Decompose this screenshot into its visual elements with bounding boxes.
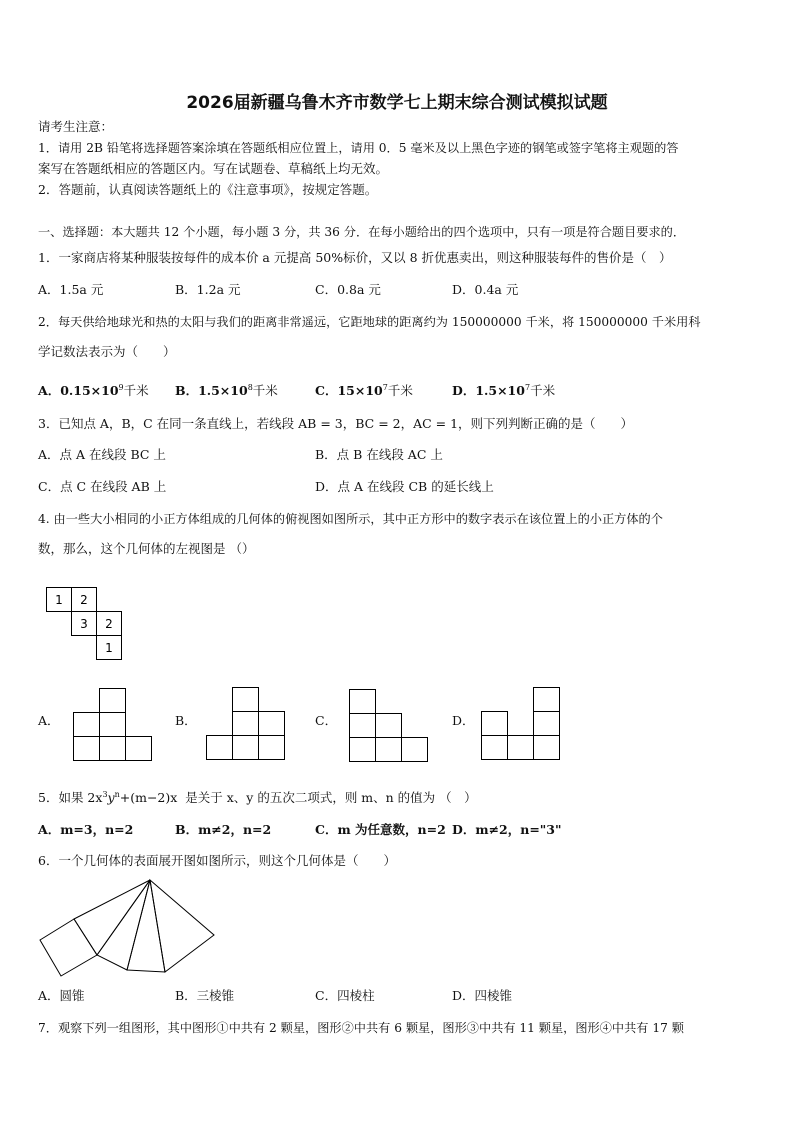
pyramid-net-figure [38, 878, 218, 978]
question-3-option-c[interactable]: C．点 C 在线段 AB 上 [38, 479, 167, 494]
question-3-option-a[interactable]: A．点 A 在线段 BC 上 [38, 447, 166, 462]
figure-cell [74, 737, 100, 761]
question-1-option-a[interactable]: A．1.5a 元 [38, 282, 104, 297]
figure-cell [207, 736, 233, 760]
question-2-stem-line-1: 2．每天供给地球光和热的太阳与我们的距离非常遥远，它距地球的距离约为 150000000 千米，将 150000000 千米用科 [38, 315, 701, 329]
figure-cell [534, 712, 560, 736]
figure-cell [100, 689, 126, 713]
option-d-unit: 千米 [530, 383, 556, 399]
question-2-option-c[interactable] [315, 380, 413, 399]
figure-cell [350, 714, 376, 738]
question-6-option-b[interactable]: B．三棱锥 [175, 988, 235, 1003]
option-c-exponent: 7 [382, 383, 388, 392]
figure-cell [534, 736, 560, 760]
notice-item-1-line-2: 案写在答题纸相应的答题区内。写在试题卷、草稿纸上均无效。 [38, 161, 389, 176]
grid-number: 1 [105, 641, 113, 655]
question-4-option-c[interactable]: C． [315, 713, 338, 728]
question-1-option-b[interactable]: B．1.2a 元 [175, 282, 241, 297]
figure-cell [402, 738, 428, 762]
figure-cell [74, 713, 100, 737]
option-d-base: D．1.5×10 [452, 383, 525, 399]
question-4-option-b[interactable]: B． [175, 713, 197, 728]
question-4-stem-line-2: 数，那么，这个几何体的左视图是 （） [38, 541, 255, 556]
question-1-option-d[interactable]: D．0.4a 元 [452, 282, 519, 297]
question-3-option-d[interactable]: D．点 A 在线段 CB 的延长线上 [315, 479, 494, 494]
notice-item-1-line-1: 1．请用 2B 铅笔将选择题答案涂填在答题纸相应位置上，请用 0．5 毫米及以上黑色字迹的钢笔或签字笔将主观题的答 [38, 141, 679, 155]
question-4-option-a[interactable]: A． [38, 713, 60, 728]
option-a-unit: 千米 [123, 383, 149, 399]
figure-cell [350, 738, 376, 762]
option-c-figure [349, 689, 429, 764]
net-square-face [40, 919, 97, 976]
question-2-stem-line-2: 学记数法表示为（ ） [38, 344, 176, 359]
y-term: y [107, 790, 115, 806]
figure-cell [376, 714, 402, 738]
figure-cell [259, 736, 285, 760]
figure-cell [259, 712, 285, 736]
option-b-exponent: 8 [247, 383, 253, 392]
top-view-grid [46, 587, 126, 662]
figure-cell [482, 736, 508, 760]
question-5-option-c[interactable]: C．m 为任意数，n=2 [315, 822, 446, 837]
question-5-option-b[interactable]: B．m≠2，n=2 [175, 822, 272, 837]
net-triangle-face [74, 880, 150, 955]
option-c-base: C．15×10 [315, 383, 383, 399]
figure-cell [376, 738, 402, 762]
stem-prefix: 5．如果 2x [38, 790, 103, 806]
question-3-option-b[interactable]: B．点 B 在线段 AC 上 [315, 447, 443, 462]
grid-number: 2 [80, 593, 88, 607]
question-6-stem: 6．一个几何体的表面展开图如图所示，则这个几何体是（ ） [38, 853, 396, 868]
figure-cell [233, 688, 259, 712]
figure-cell [534, 688, 560, 712]
net-triangle-face [127, 880, 165, 972]
question-1-stem: 1．一家商店将某种服装按每件的成本价 a 元提高 50%标价，又以 8 折优惠卖出，则这种服装每件的售价是（ ） [38, 250, 672, 265]
section-heading: 一、选择题：本大题共 12 个小题，每小题 3 分，共 36 分．在每小题给出的四个选项中，只有一项是符合题目要求的． [38, 225, 686, 239]
figure-cell [233, 712, 259, 736]
figure-cell [126, 737, 152, 761]
grid-number: 1 [55, 593, 63, 607]
question-4-option-d[interactable]: D． [452, 713, 475, 728]
exponent-y: n [114, 790, 120, 799]
question-7-stem: 7．观察下列一组图形，其中图形①中共有 2 颗星，图形②中共有 6 颗星，图形③中共有 11 颗星，图形④中共有 17 颗 [38, 1021, 684, 1035]
question-4-stem-line-1: 4. 由一些大小相同的小正方体组成的几何体的俯视图如图所示，其中正方形中的数字表示在该位置上的小正方体的个 [38, 512, 663, 526]
question-5-option-d[interactable]: D．m≠2，n="3" [452, 822, 562, 837]
figure-cell [100, 737, 126, 761]
option-d-exponent: 7 [524, 383, 531, 392]
option-b-figure [206, 687, 286, 762]
page-title: 2026届新疆乌鲁木齐市数学七上期末综合测试模拟试题 [186, 93, 608, 113]
question-3-stem: 3．已知点 A，B，C 在同一条直线上，若线段 AB = 3，BC = 2，AC = 1，则下列判断正确的是（ ） [38, 416, 634, 431]
grid-number: 3 [80, 617, 88, 631]
exponent-x: 3 [102, 790, 108, 799]
figure-cell [233, 736, 259, 760]
question-6-option-c[interactable]: C．四棱柱 [315, 988, 375, 1003]
question-5-option-a[interactable]: A．m=3，n=2 [38, 822, 134, 837]
stem-suffix: 是关于 x、y 的五次二项式，则 m、n 的值为 （ ） [185, 790, 477, 806]
question-2-option-b[interactable] [175, 380, 278, 399]
question-6-option-a[interactable]: A．圆锥 [38, 988, 85, 1003]
question-6-option-d[interactable]: D．四棱锥 [452, 988, 513, 1003]
notice-heading: 请考生注意： [38, 119, 114, 134]
option-a-exponent: 9 [118, 383, 124, 392]
question-5-stem [38, 787, 477, 806]
figure-cell [350, 690, 376, 714]
net-triangle-face [150, 880, 214, 972]
option-d-figure [481, 687, 561, 762]
figure-cell [508, 736, 534, 760]
option-c-unit: 千米 [387, 383, 413, 399]
option-a-base: A．0.15×10 [38, 383, 119, 399]
option-a-figure [73, 688, 153, 763]
question-2-option-a[interactable] [38, 380, 149, 399]
option-b-unit: 千米 [252, 383, 278, 399]
stem-middle: +(m−2)x [119, 790, 178, 806]
notice-item-2: 2．答题前，认真阅读答题纸上的《注意事项》，按规定答题。 [38, 182, 378, 197]
option-b-base: B．1.5×10 [175, 383, 248, 399]
figure-cell [100, 713, 126, 737]
question-2-option-d[interactable] [452, 380, 555, 399]
figure-cell [482, 712, 508, 736]
question-1-option-c[interactable]: C．0.8a 元 [315, 282, 381, 297]
grid-number: 2 [105, 617, 113, 631]
